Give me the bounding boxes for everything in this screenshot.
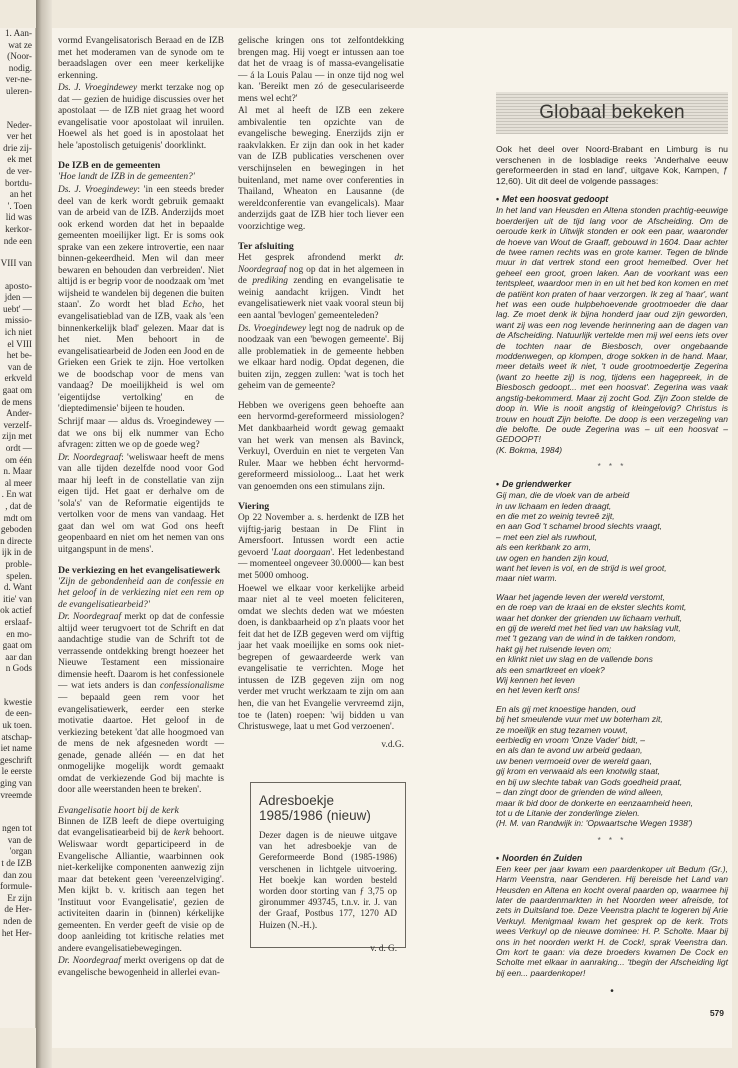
prev-page-fragment: het be- bbox=[6, 350, 32, 361]
prev-page-fragment: drie zij- bbox=[3, 142, 32, 153]
prev-page-fragment: iet name bbox=[0, 743, 32, 754]
prev-page-fragment: atschap- bbox=[1, 731, 32, 742]
paragraph bbox=[58, 185, 224, 416]
emphasis: Laat doorgaan bbox=[273, 547, 331, 558]
prev-page-fragment: wat ze bbox=[8, 39, 32, 50]
prev-page-fragment: 1. Aan- bbox=[4, 28, 32, 38]
text: '. Het ledenbestand — momenteel ongeveer 30.0000— kan best met 5000 omhoog. bbox=[238, 547, 405, 581]
text: merkt terzake nog op dat — gezien de huidige discussies over het apostolaat — de IZB niet graag het woord evangelisatie voor apostolaat wil inruilen. Hoewel als het goed is in apostolaat het hele 'apostolisch getuigenis' doorklinkt. bbox=[58, 83, 224, 151]
box-title: Adresboekje 1985/1986 (nieuw) bbox=[259, 793, 371, 823]
author-signature: v.d.G. bbox=[381, 739, 404, 750]
sidebar-item-heading bbox=[496, 853, 728, 864]
sidebar-item-heading bbox=[496, 479, 728, 490]
column-2 bbox=[238, 36, 404, 752]
prev-page-fragment bbox=[0, 801, 35, 812]
box-signature: v. d. G. bbox=[370, 942, 397, 953]
prev-page-fragment: Er zijn bbox=[7, 892, 32, 903]
prev-page-fragment: uleren- bbox=[5, 85, 32, 96]
emphasis: kerk bbox=[173, 828, 190, 839]
prev-page-fragment: VIII van bbox=[0, 258, 32, 269]
page-gutter bbox=[36, 0, 52, 1068]
paragraph: Hoewel we elkaar voor kerkelijke arbeid maar niet al te veel moeten feliciteren, omdat we slechts deden wat we móesten doen, is dankbaarheid op z'n plaats voor het feit dat het de IZB gegeven werd om vijftig jaar het vaak moeilijke en soms ook niet-begrepen of gewaardeerde werk van evangelisatie te verrichten. Moge het intussen de IZB gegeven zijn om nog verder met vrucht werkzaam te zijn om aan hen, die van het Evangelie vervreemd zijn, toe te (laten) roepen: 'wij bidden u van Christuswege, laat u met God verzoenen'. bbox=[238, 583, 404, 733]
sidebar-intro: Ook het deel over Noord-Brabant en Limburg is nu verschenen in de losbladige reeks 'Anderhalve eeuw gereformeerden in stad en land', uitgave Kok, Kampen, ƒ 12,60). Uit dit deel de volgende passages: bbox=[496, 144, 728, 186]
prev-page-fragment: ok actief bbox=[0, 605, 32, 616]
emphasis: prediking bbox=[252, 276, 288, 287]
text: merkt op dat de confessie altijd weer terugvoert tot de Schrift en dat aandachtige studie van de Schrift tot de verrassende ontdekking brengt hoezeer het Nieuwe Testament een missionaire dimensie heeft. Daarom is het confessionele — wat iets anders is dan bbox=[58, 612, 224, 692]
prev-page-fragment: jden — bbox=[4, 292, 32, 303]
prev-page-fragment: uebt' — bbox=[3, 303, 32, 314]
prev-page-fragment: van de bbox=[7, 361, 32, 372]
prev-page-fragment: uk toen. bbox=[2, 720, 32, 731]
section-heading: Ter afsluiting bbox=[238, 241, 294, 253]
prev-page-fragment: ijk in de bbox=[1, 547, 32, 558]
speaker: dr. Noordegraaf bbox=[238, 253, 404, 275]
prev-page-fragment: 'organ bbox=[9, 846, 32, 857]
prev-page-fragment: el VIII bbox=[7, 338, 32, 349]
text: : 'weliswaar heeft de mens van alle tijden dezelfde nood voor God maar hij leeft in de constellatie van zijn eigen tijd. Het gaat er derhalve om de 'sola's' van de Reformatie eigentijds te vertolken voor de mens van vandaag. Het gaat dan wel om wat God ons heeft geopenbaard en niet om het nemen van ons uitgangspunt in de mens'. bbox=[58, 452, 224, 555]
speaker: Ds. Vroegindewey bbox=[238, 323, 307, 334]
prev-page-fragment: nodig. bbox=[8, 62, 32, 73]
poem-stanza: En als gij met knoestige handen, oud bij het smeulende vuur met uw boterham zit, ze moeilijk en stug tezamen vouwt, eerbiedig en vroom 'Onze Vader' bidt, – en als dan te avond uw arbeid gedaan, uw benen vermoeid over de wereld gaan, gij krom en verwaaid als een knotwilg staat, en bij uw slechte tabak van Gods goedheid praat, – dan zingt door de grienden de wind alleen, maar ik bid door de donkerte en eenzaamheid heen, tot u de Litanie der zonderlinge zielen. (H. M. van Randwijk in: 'Opwaartsche Wegen 1938') bbox=[496, 703, 694, 829]
separator-stars: * * * bbox=[597, 462, 627, 472]
paragraph bbox=[238, 253, 404, 322]
prev-page-fragment: ver-ne- bbox=[5, 74, 32, 85]
sidebar-item-heading bbox=[496, 194, 728, 205]
paragraph: gelische kringen ons tot zelfontdekking brengen mag. Hij voegt er intussen aan toe dat het de vraag is of massa-evangelisatie — á la Louis Palau — in onze tijd nog wel kan. 'Bereikt men zó de geseculariseerde mens wel echt?' bbox=[238, 36, 404, 104]
globaal-bekeken-sidebar bbox=[496, 68, 728, 997]
text: zending en evangelisatie te weinig aandacht krijgen. Vindt het evangelisatiewerk niet vaak vooral steun bij een aantal 'bevlogen' gemeenteleden? bbox=[238, 276, 404, 322]
prev-page-fragment: ging van bbox=[0, 778, 32, 789]
prev-page-fragment: kwestie bbox=[3, 696, 32, 707]
prev-page-fragment: spelen. bbox=[6, 570, 32, 581]
prev-page-fragment: van de bbox=[7, 834, 32, 845]
prev-page-fragment: ngen tot bbox=[2, 823, 32, 834]
prev-page-fragment: het Her- bbox=[1, 927, 32, 938]
text: legt nog de nadruk op de noodzaak van een 'bewogen gemeente'. Bij alle problematiek in de gemeente hebben we elkaar hard nodig. Opdat degenen, die buiten zijn, zeggen zullen: 'wat is toch het geheim van de gemeente? bbox=[238, 323, 404, 392]
speaker: Dr. Noordegraaf bbox=[58, 956, 121, 967]
prev-page-fragment bbox=[0, 675, 35, 686]
prev-page-fragment: formule- bbox=[0, 881, 33, 892]
prev-page-fragment: geboden bbox=[0, 524, 32, 535]
text: merkt overigens op dat de evangelische bewogenheid in allerlei evan- bbox=[58, 956, 224, 979]
prev-page-fragment: n. Maar bbox=[3, 466, 32, 477]
paragraph: Al met al heeft de IZB een zekere ambivalentie ten opzichte van de evangelische beweging. Enerzijds zijn er raakvlakken. Er zijn dan ook in het kader van de IZB publicaties verschenen over verschijnselen en bewegingen in het buitenland, met name over conferenties in Thailand, Wheaton en Lausanne (de wereldconferentie van evangelicals). Maar anderzijds gaat de IZB hier toch liever een voorzichtige weg. bbox=[238, 106, 404, 232]
separator-stars: * * * bbox=[597, 835, 627, 845]
prev-page-fragment: '. Toen bbox=[7, 200, 32, 211]
section-heading: De IZB en de gemeenten bbox=[58, 160, 161, 172]
previous-page-strip bbox=[0, 28, 36, 1028]
prev-page-fragment: erkveld bbox=[4, 373, 32, 384]
paragraph bbox=[58, 453, 224, 557]
prev-page-fragment: en mo- bbox=[6, 628, 32, 639]
prev-page-fragment: lid was bbox=[5, 212, 32, 223]
prev-page-fragment: d. Want bbox=[3, 582, 32, 593]
section-heading: Viering bbox=[238, 501, 270, 513]
paragraph bbox=[238, 513, 404, 582]
paragraph: Schrijf maar — aldus ds. Vroegindewey — dat we ons bij elk nummer van Echo afvragen: zitten we op de goede weg? bbox=[58, 416, 224, 451]
prev-page-fragment: an het bbox=[9, 189, 32, 200]
sidebar-banner: Globaal bekeken bbox=[496, 92, 728, 134]
text: , het evangelisatieblad van de IZB, vaak als 'een binnenkerkelijk blad' gelezen. Maar dat is het niet. Men behoort in de evangelisatiearbeid de Joden een Jood en de Grieken een Griek te zijn. Hoe vertolken we de boodschap voor de mens van vandaag? De moeilijkheid is wel om 'eigentijdse vertolking' en de 'dieptedimensie' bijeen te houden. bbox=[58, 300, 224, 415]
text: Het gesprek afrondend merkt bbox=[238, 253, 395, 264]
emphasis: confessionalisme bbox=[159, 681, 224, 692]
prev-page-fragment: kerkor- bbox=[5, 223, 32, 234]
prev-page-fragment: proble- bbox=[5, 558, 32, 569]
prev-page-fragment: gaat om bbox=[2, 640, 32, 651]
prev-page-fragment: (Noor- bbox=[7, 51, 32, 62]
prev-page-fragment bbox=[0, 247, 35, 258]
prev-page-fragment: Ander- bbox=[6, 408, 32, 419]
prev-page-fragment: n directe bbox=[0, 535, 32, 546]
prev-page-fragment: nden de bbox=[3, 915, 32, 926]
sidebar-item-text: Een keer per jaar kwam een paardenkoper uit Bedum (Gr.), Harm Veenstra, naar Genderen. Hij bereisde het Land van Heusden en Altena en kocht overal paarden op, waarmee hij later de paardenmarkten in het Noorden weer afreisde, tot zets in Duitsland toe. Deze Veenstra placht te logeren bij Arie Verkuyl. Menigmaal kwam het gesprek op de kerk. Trots wees Verkuyl op de nieuwe dominee: H. P. Scholte. Maar bij ons in het noorden werkt H. de Cock!, sprak Veenstra dan. Om kort te gaan: via deze broeders kwamen De Cock en Scholte met elkaar in aanraking... 'tbegin der Afscheiding ligt bij een... paardenkoper! bbox=[496, 863, 728, 978]
prev-page-fragment: aposto- bbox=[4, 280, 32, 291]
paragraph bbox=[58, 817, 224, 956]
prev-page-fragment: geschrift bbox=[0, 754, 33, 765]
prev-page-fragment: zijn met bbox=[2, 431, 32, 442]
text: nog op dat in het algemeen in de bbox=[238, 264, 404, 287]
prev-page-fragment: le eerste bbox=[1, 766, 32, 777]
prev-page-fragment: vreemde bbox=[0, 789, 32, 800]
heading-text: Met een hoosvat gedoopt bbox=[502, 194, 609, 205]
heading-text: De griendwerker bbox=[502, 479, 572, 490]
bullet-icon: • bbox=[496, 194, 500, 205]
prev-page-fragment bbox=[0, 98, 35, 109]
prev-page-fragment: Neder- bbox=[6, 119, 32, 130]
prev-page-fragment: de een- bbox=[5, 708, 32, 719]
prev-page-fragment bbox=[0, 686, 35, 697]
prev-page-fragment: t de IZB bbox=[1, 858, 32, 868]
paragraph: vormd Evangelisatorisch Beraad en de IZB met het moderamen van de synode om te beraadslagen over een meer kerkelijke erkenning. bbox=[58, 36, 224, 81]
prev-page-fragment: gaat om bbox=[2, 385, 32, 396]
prev-page-fragment bbox=[0, 109, 35, 120]
heading-text: Noorden én Zuiden bbox=[502, 852, 583, 863]
paragraph bbox=[58, 612, 224, 797]
poem-stanza: Gij man, die de vloek van de arbeid in uw lichaam en leden draagt, en die met zo weinig tevreê zijt, en aan God 't schamel brood slechts vraagt, – met een ziel als ruwhout, als een kerkbank zo arm, uw ogen en handen zijn koud, want het leven is vol, en de strijd is wel groot, maar niet warm. bbox=[496, 490, 667, 584]
prev-page-fragment: aar dan bbox=[5, 651, 32, 662]
prev-page-fragment: ek met bbox=[7, 154, 32, 165]
paragraph bbox=[238, 324, 404, 393]
box-body: Dezer dagen is de nieuwe uitgave van het adresboekje van de Gereformeerde Bond (1985-1986) verschenen in lichtgele uitvoering. Het boekje kan worden besteld worden door storting van ƒ 3,75 op gironummer 493745, t.n.v. ir. J. van der Graaf, Postbus 177, 1270 AD Huizen (N.-H.). bbox=[259, 830, 397, 930]
prev-page-fragment: mdt om bbox=[3, 512, 32, 523]
magazine-page bbox=[52, 28, 732, 1048]
prev-page-fragment: missio- bbox=[4, 315, 32, 326]
text: Op 22 November a. s. herdenkt de IZB het vijftig-jarig bestaan in De Flint in Amersfoort. Intussen wordt een actie gevoerd ' bbox=[238, 513, 404, 558]
prev-page-fragment: itie' van bbox=[3, 593, 32, 604]
prev-page-fragment: dan zou bbox=[3, 869, 32, 880]
prev-page-fragment bbox=[0, 812, 35, 823]
prev-page-fragment: de Her- bbox=[4, 904, 32, 915]
text: — bepaald geen rem voor het evangelisatiewerk, eerder een sterke motivatie daartoe. Het geloof in de verkiezing betekent 'dat alle hoogmoed van de mens de nek afgesneden wordt — genade, genade alléén — en dat het onmogelijke mogelijk wordt gemaakt omdat de verkiezende God bij machte is door alle weerstanden heen te breken'. bbox=[58, 692, 224, 796]
prev-page-fragment: , dat de bbox=[5, 500, 32, 511]
page-number: 579 bbox=[709, 1008, 724, 1018]
prev-page-fragment: al meer bbox=[4, 477, 32, 488]
sidebar-item-text: In het land van Heusden en Altena stonden prachtig-eeuwige boerderijen uit de tijd lang voor de Afscheiding. Om de oeroude kerk in Uitwijk stonden er ook een paar, waaronder de hoeve van Wout de Graaff, gebouwd in 1604. Daar achter de twee ramen rechts was en grote kamer. Tegen de blinde muur in dat vertrek stond een groot hemelbed. Over het geheel een groot, groen laken. Aan de voorkant was een tentspleet, waardoor men in en uit het bed kon komen en met de patiënt kon praten of haar verzorgen. Ik zeg al 'haar', want het was een oude hulpbehoevende grootmoeder die daar lag. Ze moet denk ik bijna honderd jaar oud zijn geworden, want zij was een nog levende herinnering aan de dagen van de Afscheiding. Natuurlijk vertelde men mij wel eens iets over de tochten naar de Biesbosch, over ongebaande moddenwegen, op klompen, droge sokken in de hand. Maar, meer details weet ik niet, 't oude grootmoedertje Zegerina (want zo heette zij) is nog, tijdens een hagepreek, in de Biesbosch gedoopt... met een hoosvat'. Zegerina was vaak angstig-bekommerd. Maar zij zocht God. Zijn Zoon stelde de doop in. Wie is nooit angstig of kleingelovig? Christus is trouw en houdt Zijn belofte. De doop is een verzegeling van die belofte. De oude Zegerina was – uit een hoosvat – GEDOOPT! bbox=[496, 205, 728, 445]
section-question: 'Hoe landt de IZB in de gemeenten?' bbox=[58, 172, 195, 183]
prev-page-fragment: bortdu- bbox=[4, 177, 32, 188]
prev-page-fragment: ordt — bbox=[5, 443, 32, 453]
text: behoort. Weliswaar wordt geparticipeerd in de Evangelische Alliantie, waarbinnen ook niet-kerkelijke componenten aanwezig zijn maar dat betekent geen 'vereenzelviging'. Men kijkt b. v. kritisch aan tegen het 'Instituut voor Evangelisatie', gezien de activiteiten daarin in (binnen) kérkelijke gemeenten. En verder geeft de visie op de doop aanleiding tot kritische relaties met andere evangelisatiebewegingen. bbox=[58, 828, 224, 954]
poem-stanza: Waar het jagende leven der wereld verstomt, en de roep van de kraai en de ekster slechts komt, waar het donker der grienden uw lichaam verhult, en gij de wereld met het lied van uw hakslag vult, met 't gezang van de wind in de takken rondom, hakt gij het ruisende leven om; en klinkt niet uw slag en de vallende bons als een smartkreet en vloek? Wij kennen het leven en het leven kerft ons! bbox=[496, 591, 687, 696]
prev-page-fragment: om één bbox=[5, 454, 32, 465]
prev-page-fragment: . En wat bbox=[1, 489, 32, 500]
prev-page-fragment: de mens bbox=[1, 396, 32, 407]
column-1 bbox=[58, 36, 224, 981]
section-question: 'Zijn de gebondenheid aan de confessie en het geloof in de verkiezing niet een rem op de evangelisatiearbeid?' bbox=[58, 576, 224, 610]
speaker: Dr. Noordegraaf bbox=[58, 612, 122, 623]
bullet-icon: • bbox=[496, 479, 500, 490]
prev-page-fragment: nde een bbox=[3, 235, 32, 246]
text: : 'in een steeds breder deel van de kerk wordt gebruik gemaakt van de arbeid van de IZB. Anderzijds moet ook erkend worden dat het in bepaalde gemeenten moeilijker ligt. Er is soms ook sprake van een zekere introvertie, een naar binnen-gekeerdheid. Men wil dan meer bewaren en behouden dan verbreiden'. Niet altijd is er begrip voor de noodzaak om 'met wijsheid te wandelen bij degenen die buiten staan'. Zo wordt het blad bbox=[58, 185, 224, 311]
prev-page-fragment: de ver- bbox=[6, 165, 32, 176]
paragraph bbox=[58, 83, 224, 152]
section-heading: Evangelisatie hoort bij de kerk bbox=[58, 804, 179, 816]
bullet-icon: • bbox=[496, 852, 500, 863]
section-heading: De verkiezing en het evangelisatiewerk bbox=[58, 564, 221, 576]
paragraph: Hebben we overigens geen behoefte aan een hervormd-gereformeerd missiologen? Met dankbaarheid wordt gewag gemaakt van het werk van mensen als Bavinck, Verkuyl, Overduin en niet te vergeten Van Ruler. Maar we hebben écht hervormd-gereformeerd missioloog... Laat het werk van genoemden ons een stimulans zijn. bbox=[238, 400, 404, 492]
sidebar-item-source: (K. Bokma, 1984) bbox=[496, 444, 563, 455]
speaker: Dr. Noordegraaf bbox=[58, 452, 122, 463]
prev-page-fragment: erslaaf- bbox=[4, 616, 32, 627]
emphasis: Echo bbox=[182, 300, 202, 311]
prev-page-fragment: verzelf- bbox=[3, 419, 32, 430]
prev-page-fragment bbox=[0, 270, 35, 281]
prev-page-fragment: ich niet bbox=[4, 327, 32, 338]
announcement-box bbox=[250, 782, 406, 953]
prev-page-fragment: n Gods bbox=[5, 663, 32, 674]
paragraph bbox=[58, 956, 224, 979]
speaker: Ds. J. Vroegindewey bbox=[58, 185, 138, 196]
speaker: Ds. J. Vroegindewey bbox=[58, 83, 138, 94]
prev-page-fragment: ver het bbox=[6, 131, 32, 142]
end-bullet-icon: • bbox=[610, 986, 614, 998]
text: Binnen de IZB leeft de diepe overtuiging dat evangelisatiearbeid bij de bbox=[58, 816, 224, 839]
